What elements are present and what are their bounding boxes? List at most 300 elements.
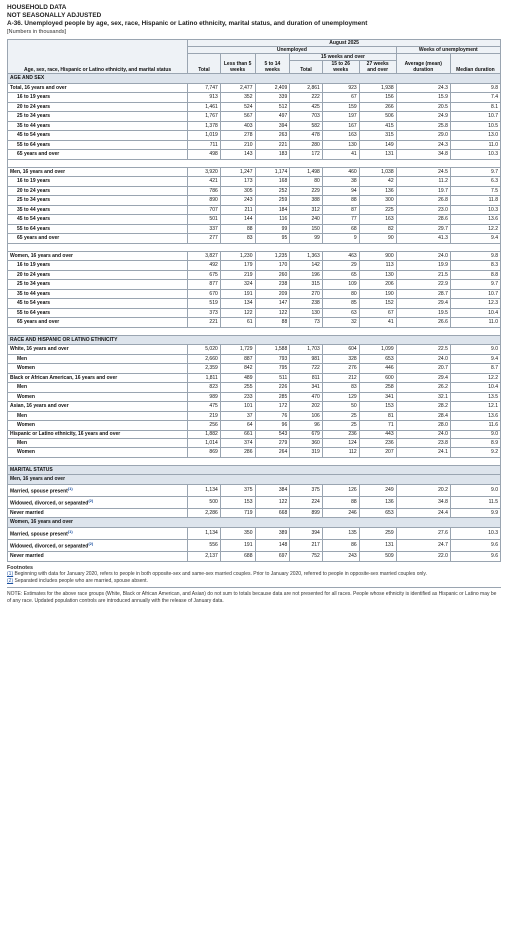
- data-table: [7, 39, 501, 562]
- data-cell: 25: [322, 411, 359, 421]
- data-cell: 9.8: [450, 251, 500, 261]
- data-cell: 315: [290, 280, 323, 290]
- table-row: [8, 496, 501, 508]
- data-cell: 172: [290, 150, 323, 160]
- row-label-text: Hispanic or Latino ethnicity, 16 years and over: [10, 430, 121, 437]
- row-label-text: 25 to 34 years: [17, 113, 51, 119]
- data-cell: 600: [359, 373, 396, 383]
- row-label-text: Women, 16 years and over: [10, 252, 73, 259]
- data-cell: 221: [255, 140, 290, 150]
- data-cell: 20.7: [396, 364, 450, 374]
- col-15-over: 15 weeks and over: [290, 54, 396, 61]
- data-cell: 9.8: [450, 83, 500, 93]
- data-cell: 425: [290, 102, 323, 112]
- data-cell: 11.2: [396, 177, 450, 187]
- data-cell: 255: [220, 383, 255, 393]
- row-label: [8, 496, 188, 508]
- row-label: [8, 251, 188, 261]
- data-cell: 28.7: [396, 289, 450, 299]
- data-cell: 497: [255, 112, 290, 122]
- footnote-1-marker[interactable]: (1): [7, 571, 14, 578]
- data-cell: 7.4: [450, 93, 500, 103]
- data-cell: 305: [220, 186, 255, 196]
- data-cell: 9.0: [450, 484, 500, 496]
- data-cell: 12.2: [450, 373, 500, 383]
- data-cell: 1,247: [220, 167, 255, 177]
- data-cell: 136: [359, 496, 396, 508]
- data-cell: 258: [359, 383, 396, 393]
- data-cell: 842: [220, 364, 255, 374]
- data-cell: 12.2: [450, 224, 500, 234]
- data-cell: 65: [322, 270, 359, 280]
- footnote-2-text: Separated includes people who are married, spouse absent.: [14, 577, 148, 584]
- footnote-ref[interactable]: (1): [67, 485, 73, 491]
- data-cell: 13.0: [450, 131, 500, 141]
- table-row: [8, 234, 501, 244]
- footnote-1-text: Beginning with data for January 2020, refers to people in both opposite-sex and same-sex married couples. Prior to January 2020, referred to people in opposite-sex married couples only.: [14, 571, 427, 578]
- table-row: [8, 345, 501, 355]
- data-cell: 83: [322, 383, 359, 393]
- data-cell: 352: [220, 93, 255, 103]
- data-cell: 240: [290, 215, 323, 225]
- data-cell: 10.4: [450, 308, 500, 318]
- data-cell: 130: [322, 140, 359, 150]
- data-cell: 64: [220, 421, 255, 431]
- table-row: [8, 167, 501, 177]
- table-row: [8, 121, 501, 131]
- data-cell: 219: [188, 411, 221, 421]
- data-cell: 2,861: [290, 83, 323, 93]
- data-cell: 22.9: [396, 280, 450, 290]
- data-cell: 116: [255, 215, 290, 225]
- data-cell: 24.3: [396, 83, 450, 93]
- spacer-row: [8, 159, 501, 167]
- row-label-text: Men: [17, 384, 27, 390]
- data-cell: 9.2: [450, 448, 500, 458]
- data-cell: 6.3: [450, 177, 500, 187]
- table-row: [8, 308, 501, 318]
- data-cell: 236: [322, 430, 359, 438]
- data-cell: 341: [290, 383, 323, 393]
- data-cell: 12.3: [450, 299, 500, 309]
- row-label: [8, 345, 188, 355]
- col-total15: Total: [290, 61, 323, 74]
- footnote-ref[interactable]: (2): [88, 540, 94, 546]
- data-cell: 981: [290, 354, 323, 364]
- data-cell: 24.7: [396, 539, 450, 551]
- spacer-row: [8, 327, 501, 335]
- data-cell: 278: [220, 131, 255, 141]
- row-label: [8, 150, 188, 160]
- data-cell: 67: [359, 308, 396, 318]
- data-cell: 24.3: [396, 140, 450, 150]
- table-row: [8, 131, 501, 141]
- data-cell: 156: [359, 93, 396, 103]
- data-cell: 421: [188, 177, 221, 187]
- data-cell: 34.8: [396, 496, 450, 508]
- table-row: [8, 93, 501, 103]
- data-cell: 153: [220, 496, 255, 508]
- data-cell: 1,767: [188, 112, 221, 122]
- data-cell: 703: [290, 112, 323, 122]
- data-cell: 900: [359, 251, 396, 261]
- data-cell: 77: [322, 215, 359, 225]
- data-cell: 375: [220, 484, 255, 496]
- data-cell: 163: [322, 131, 359, 141]
- data-cell: 890: [188, 196, 221, 206]
- data-cell: 7,747: [188, 83, 221, 93]
- data-cell: 688: [220, 552, 255, 562]
- data-cell: 1,230: [220, 251, 255, 261]
- row-label-text: Never married: [10, 509, 44, 516]
- data-cell: 463: [322, 251, 359, 261]
- data-cell: 8.1: [450, 102, 500, 112]
- data-cell: 144: [220, 215, 255, 225]
- row-label: [8, 177, 188, 187]
- data-cell: 443: [359, 430, 396, 438]
- data-cell: 243: [322, 552, 359, 562]
- data-cell: 276: [322, 364, 359, 374]
- data-cell: 209: [255, 289, 290, 299]
- row-label-text: Men, 16 years and over: [10, 168, 66, 175]
- data-cell: 152: [359, 299, 396, 309]
- row-label-text: 35 to 44 years: [17, 122, 51, 129]
- data-cell: 26.2: [396, 383, 450, 393]
- data-cell: 202: [290, 402, 323, 412]
- col-average: Average (mean) duration: [396, 54, 450, 74]
- table-row: [8, 261, 501, 271]
- data-cell: 478: [290, 131, 323, 141]
- row-label: [8, 167, 188, 177]
- data-cell: 341: [359, 392, 396, 402]
- data-cell: 13.6: [450, 215, 500, 225]
- data-cell: 226: [255, 383, 290, 393]
- data-cell: 134: [220, 299, 255, 309]
- table-row: [8, 318, 501, 328]
- table-row: [8, 251, 501, 261]
- table-row: [8, 539, 501, 551]
- row-label-text: 16 to 19 years: [17, 262, 51, 268]
- table-row: [8, 112, 501, 122]
- data-cell: 191: [220, 539, 255, 551]
- col-total: Total: [188, 54, 221, 74]
- data-cell: 263: [255, 131, 290, 141]
- row-label: [8, 93, 188, 103]
- data-cell: 506: [359, 112, 396, 122]
- data-cell: 556: [188, 539, 221, 551]
- row-label-text: Married, spouse present: [10, 488, 68, 495]
- data-cell: 877: [188, 280, 221, 290]
- data-cell: 24.0: [396, 430, 450, 438]
- data-cell: 32.1: [396, 392, 450, 402]
- data-cell: 324: [220, 280, 255, 290]
- footnote-2-marker[interactable]: (2): [7, 577, 14, 584]
- data-cell: 126: [322, 484, 359, 496]
- data-cell: 29.0: [396, 131, 450, 141]
- row-label-text: 55 to 64 years: [17, 225, 51, 232]
- data-cell: 197: [322, 112, 359, 122]
- row-label-text: Never married: [10, 553, 44, 560]
- data-cell: 20.2: [396, 484, 450, 496]
- data-cell: 719: [220, 508, 255, 518]
- row-label-text: Widowed, divorced, or separated: [10, 543, 89, 550]
- row-label: [8, 270, 188, 280]
- table-row: [8, 484, 501, 496]
- data-cell: 50: [322, 402, 359, 412]
- data-cell: 256: [188, 421, 221, 431]
- data-cell: 653: [359, 354, 396, 364]
- table-row: [8, 438, 501, 448]
- data-cell: 130: [359, 270, 396, 280]
- data-cell: 384: [255, 484, 290, 496]
- row-label: [8, 234, 188, 244]
- data-cell: 1,134: [188, 527, 221, 539]
- data-cell: 41.3: [396, 234, 450, 244]
- row-label-text: 45 to 54 years: [17, 300, 51, 306]
- data-cell: 25: [322, 421, 359, 431]
- row-label-text: 25 to 34 years: [17, 281, 51, 287]
- data-cell: 10.3: [450, 205, 500, 215]
- data-cell: 10.7: [450, 289, 500, 299]
- data-cell: 101: [220, 402, 255, 412]
- data-cell: 260: [255, 270, 290, 280]
- data-cell: 217: [290, 539, 323, 551]
- data-cell: 229: [290, 186, 323, 196]
- data-cell: 135: [322, 527, 359, 539]
- data-cell: 168: [255, 177, 290, 187]
- row-label-text: 55 to 64 years: [17, 141, 51, 148]
- data-cell: 492: [188, 261, 221, 271]
- data-cell: 360: [290, 438, 323, 448]
- data-cell: 183: [255, 150, 290, 160]
- data-cell: 109: [322, 280, 359, 290]
- data-cell: 19.9: [396, 261, 450, 271]
- data-cell: 3,827: [188, 251, 221, 261]
- data-cell: 163: [359, 215, 396, 225]
- table-row: [8, 411, 501, 421]
- data-cell: 12.1: [450, 402, 500, 412]
- data-cell: 38: [322, 177, 359, 187]
- data-cell: 11.0: [450, 140, 500, 150]
- data-cell: 350: [220, 527, 255, 539]
- data-cell: 88: [255, 318, 290, 328]
- data-cell: 470: [290, 392, 323, 402]
- data-cell: 224: [290, 496, 323, 508]
- data-cell: 124: [322, 438, 359, 448]
- header-line-2: NOT SEASONALLY ADJUSTED: [7, 12, 102, 19]
- row-label: [8, 83, 188, 93]
- footnotes: [7, 565, 501, 605]
- data-cell: 225: [359, 205, 396, 215]
- footnote-2: [7, 578, 501, 585]
- section-row: [8, 465, 501, 475]
- data-cell: 9.7: [450, 280, 500, 290]
- data-cell: 42: [359, 177, 396, 187]
- data-cell: 446: [359, 364, 396, 374]
- data-cell: 122: [255, 308, 290, 318]
- section-label: Men, 16 years and over: [8, 475, 501, 485]
- data-cell: 10.4: [450, 383, 500, 393]
- data-cell: 1,038: [359, 167, 396, 177]
- data-cell: 122: [220, 308, 255, 318]
- col-27over: 27 weeks and over: [359, 61, 396, 74]
- data-cell: 19.5: [396, 308, 450, 318]
- weeks-header: Weeks of unemployment: [396, 47, 500, 54]
- data-cell: 122: [255, 496, 290, 508]
- table-row: [8, 196, 501, 206]
- data-cell: 9.0: [450, 430, 500, 438]
- row-label-text: 25 to 34 years: [17, 197, 51, 203]
- data-cell: 2,359: [188, 364, 221, 374]
- data-cell: 28.0: [396, 421, 450, 431]
- row-label-text: 45 to 54 years: [17, 132, 51, 138]
- data-cell: 9.7: [450, 167, 500, 177]
- data-cell: 212: [322, 373, 359, 383]
- data-cell: 88: [220, 224, 255, 234]
- data-cell: 300: [359, 196, 396, 206]
- data-cell: 222: [290, 93, 323, 103]
- section-row: [8, 74, 501, 84]
- data-cell: 509: [359, 552, 396, 562]
- row-label: [8, 131, 188, 141]
- data-cell: 1,729: [220, 345, 255, 355]
- row-label: [8, 552, 188, 562]
- table-note: NOTE: Estimates for the above race groups (White, Black or African American, and Asian) do not sum to totals because data are not presented for all races. People whose ethnicity is identified as Hispanic or Latino may be of any race. Updated population controls are introduced annually with the release of January data.: [7, 587, 501, 604]
- table-row: [8, 177, 501, 187]
- data-cell: 24.1: [396, 448, 450, 458]
- row-label-text: Married, spouse present: [10, 531, 68, 538]
- data-cell: 7.5: [450, 186, 500, 196]
- data-cell: 10.7: [450, 112, 500, 122]
- data-cell: 567: [220, 112, 255, 122]
- data-cell: 337: [188, 224, 221, 234]
- data-cell: 23.8: [396, 438, 450, 448]
- data-cell: 63: [322, 308, 359, 318]
- table-row: [8, 421, 501, 431]
- row-label: [8, 112, 188, 122]
- data-cell: 23.0: [396, 205, 450, 215]
- table-row: [8, 186, 501, 196]
- data-cell: 24.5: [396, 167, 450, 177]
- data-cell: 989: [188, 392, 221, 402]
- stub-header: Age, sex, race, Hispanic or Latino ethnicity, and marital status: [8, 40, 188, 74]
- row-label: [8, 140, 188, 150]
- row-label: [8, 196, 188, 206]
- data-cell: 279: [255, 438, 290, 448]
- data-cell: 211: [220, 205, 255, 215]
- data-cell: 9.9: [450, 508, 500, 518]
- section-label: AGE AND SEX: [8, 74, 501, 84]
- row-label-text: Total, 16 years and over: [10, 84, 67, 91]
- data-cell: 41: [359, 318, 396, 328]
- table-row: [8, 270, 501, 280]
- data-cell: 923: [322, 83, 359, 93]
- footnote-ref[interactable]: (2): [88, 497, 94, 503]
- data-cell: 236: [359, 438, 396, 448]
- data-cell: 793: [255, 354, 290, 364]
- data-cell: 184: [255, 205, 290, 215]
- table-row: [8, 299, 501, 309]
- row-label: [8, 484, 188, 496]
- data-cell: 582: [290, 121, 323, 131]
- data-cell: 25.8: [396, 121, 450, 131]
- spacer-cell: [8, 159, 501, 167]
- row-label-text: Men: [17, 439, 27, 446]
- data-cell: 21.5: [396, 270, 450, 280]
- data-cell: 10.3: [450, 150, 500, 160]
- data-cell: 388: [290, 196, 323, 206]
- data-cell: 315: [359, 131, 396, 141]
- data-cell: 179: [220, 261, 255, 271]
- data-cell: 26.8: [396, 196, 450, 206]
- data-cell: 159: [322, 102, 359, 112]
- data-cell: 71: [359, 421, 396, 431]
- row-label-text: 65 years and over: [17, 235, 60, 241]
- data-cell: 9.4: [450, 234, 500, 244]
- row-label-text: 16 to 19 years: [17, 94, 51, 100]
- data-cell: 196: [290, 270, 323, 280]
- data-cell: 786: [188, 186, 221, 196]
- data-cell: 259: [359, 527, 396, 539]
- data-cell: 389: [255, 527, 290, 539]
- col-15to26: 15 to 26 weeks: [322, 61, 359, 74]
- data-cell: 131: [359, 150, 396, 160]
- data-cell: 19.7: [396, 186, 450, 196]
- data-cell: 29.4: [396, 299, 450, 309]
- row-label-text: 65 years and over: [17, 151, 60, 157]
- data-cell: 94: [322, 186, 359, 196]
- table-row: [8, 402, 501, 412]
- data-cell: 130: [290, 308, 323, 318]
- data-cell: 707: [188, 205, 221, 215]
- data-cell: 11.8: [450, 196, 500, 206]
- data-cell: 26.6: [396, 318, 450, 328]
- data-cell: 61: [220, 318, 255, 328]
- data-cell: 249: [359, 484, 396, 496]
- table-row: [8, 364, 501, 374]
- data-cell: 88: [322, 496, 359, 508]
- data-cell: 76: [255, 411, 290, 421]
- data-cell: 264: [255, 448, 290, 458]
- data-cell: 106: [290, 411, 323, 421]
- data-cell: 2,660: [188, 354, 221, 364]
- data-cell: 190: [359, 289, 396, 299]
- data-cell: 9.0: [450, 345, 500, 355]
- table-row: [8, 383, 501, 393]
- data-cell: 1,461: [188, 102, 221, 112]
- footnote-ref[interactable]: (1): [67, 528, 73, 534]
- unemployed-header: Unemployed: [188, 47, 396, 54]
- data-cell: 82: [359, 224, 396, 234]
- row-label: [8, 224, 188, 234]
- row-label-text: Widowed, divorced, or separated: [10, 500, 89, 507]
- row-label-text: Women: [17, 365, 35, 371]
- table-row: [8, 508, 501, 518]
- section-row: [8, 475, 501, 485]
- row-label-text: Men: [17, 355, 27, 362]
- data-cell: 1,938: [359, 83, 396, 93]
- data-cell: 24.4: [396, 508, 450, 518]
- data-cell: 2,409: [255, 83, 290, 93]
- data-cell: 73: [290, 318, 323, 328]
- data-cell: 711: [188, 140, 221, 150]
- data-cell: 22.5: [396, 345, 450, 355]
- data-cell: 99: [255, 224, 290, 234]
- data-cell: 270: [290, 289, 323, 299]
- table-title: A-36. Unemployed people by age, sex, race, Hispanic or Latino ethnicity, marital status, and duration of unemployment: [7, 20, 368, 27]
- data-cell: 11.5: [450, 496, 500, 508]
- data-cell: 10.3: [450, 527, 500, 539]
